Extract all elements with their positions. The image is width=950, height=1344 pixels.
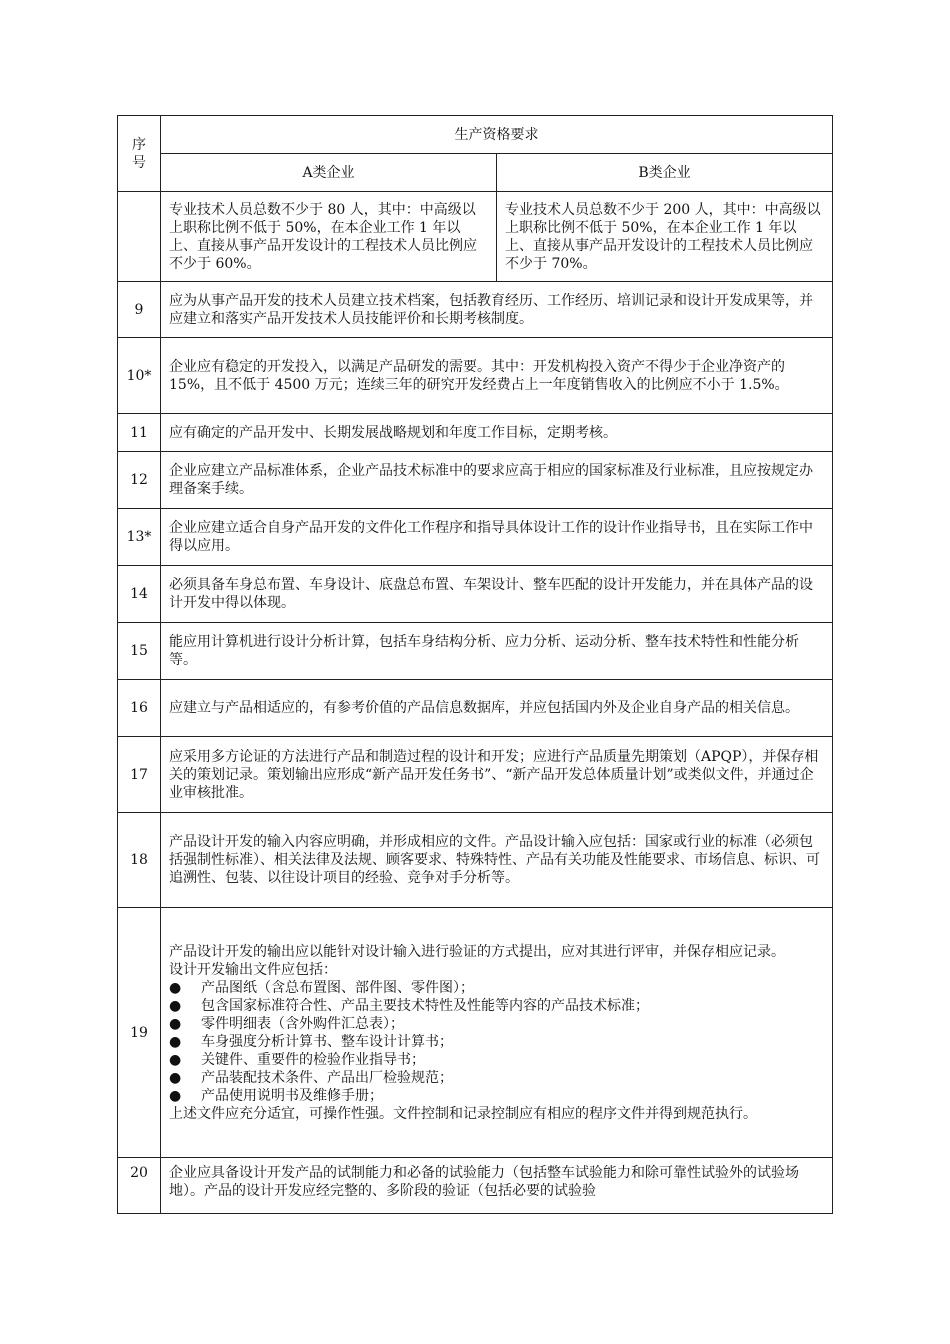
requirement-text: 应为从事产品开发的技术人员建立技术档案，包括教育经历、工作经历、培训记录和设计开发成果等，并应建立和落实产品开发技术人员技能评价和长期考核制度。 bbox=[161, 282, 833, 338]
class-a-requirement: 专业技术人员总数不少于 80 人，其中：中高级以上职称比例不低于 50%，在本企业工作 1 年以上、直接从事产品开发设计的工程技术人员比例应不少于 60%。 bbox=[161, 192, 497, 282]
table-row bbox=[118, 680, 833, 737]
seq-header: 序 号 bbox=[118, 116, 161, 192]
list-item bbox=[169, 1033, 824, 1051]
col-b-header: B类企业 bbox=[497, 154, 833, 192]
bullet-icon: ● bbox=[169, 1033, 182, 1050]
design-output-intro: 产品设计开发的输出应以能针对设计输入进行验证的方式提出，应对其进行评审，并保存相应记录。 bbox=[169, 943, 785, 960]
table-row bbox=[118, 414, 833, 452]
table-row bbox=[118, 566, 833, 623]
row-number bbox=[118, 192, 161, 282]
table-row bbox=[118, 1158, 833, 1214]
requirement-text: 企业应具备设计开发产品的试制能力和必备的试验能力（包括整车试验能力和除可靠性试验外的试验场地）。产品的设计开发应经完整的、多阶段的验证（包括必要的试验验 bbox=[161, 1158, 833, 1214]
list-item-text: 包含国家标准符合性、产品主要技术特性及性能等内容的产品技术标准； bbox=[201, 997, 649, 1014]
header-row bbox=[118, 116, 833, 154]
list-item-text: 车身强度分析计算书、整车设计计算书； bbox=[201, 1033, 453, 1050]
requirement-text: 企业应建立产品标准体系，企业产品技术标准中的要求应高于相应的国家标准及行业标准，且应按规定办理备案手续。 bbox=[161, 452, 833, 509]
bullet-icon: ● bbox=[169, 979, 182, 996]
table-row bbox=[118, 908, 833, 1158]
requirement-text: 企业应有稳定的开发投入，以满足产品研发的需要。其中：开发机构投入资产不得少于企业净资产的 15%，且不低于 4500 万元；连续三年的研究开发经费占上一年度销售收入的比例应不小于 1.5%。 bbox=[161, 338, 833, 414]
requirements-table bbox=[117, 115, 833, 1214]
list-item bbox=[169, 1069, 824, 1087]
table-row bbox=[118, 509, 833, 566]
requirement-text: 应有确定的产品开发中、长期发展战略规划和年度工作目标，定期考核。 bbox=[161, 414, 833, 452]
list-item bbox=[169, 1015, 824, 1033]
row-number: 13* bbox=[118, 509, 161, 566]
table-row bbox=[118, 452, 833, 509]
list-item-text: 产品装配技术条件、产品出厂检验规范； bbox=[201, 1069, 453, 1086]
row-number: 16 bbox=[118, 680, 161, 737]
table-row bbox=[118, 737, 833, 813]
requirements-title: 生产资格要求 bbox=[161, 116, 833, 154]
list-item bbox=[169, 1087, 824, 1105]
list-item-text: 零件明细表（含外购件汇总表）； bbox=[201, 1015, 404, 1032]
bullet-icon: ● bbox=[169, 1051, 182, 1068]
subheader-row bbox=[118, 154, 833, 192]
col-a-header: A类企业 bbox=[161, 154, 497, 192]
requirement-text: 产品设计开发的输入内容应明确，并形成相应的文件。产品设计输入应包括：国家或行业的标准（必须包括强制性标准）、相关法律及法规、顾客要求、特殊特性、产品有关功能及性能要求、市场信息、标识、可追溯性、包装、以往设计项目的经验、竞争对手分析等。 bbox=[161, 813, 833, 908]
requirement-text: 企业应建立适合自身产品开发的文件化工作程序和指导具体设计工作的设计作业指导书，且在实际工作中得以应用。 bbox=[161, 509, 833, 566]
list-item bbox=[169, 979, 824, 997]
requirement-text: 应采用多方论证的方法进行产品和制造过程的设计和开发；应进行产品质量先期策划（APQP），并保存相关的策划记录。策划输出应形成“新产品开发任务书”、“新产品开发总体质量计划”或类似文件，并通过企业审核批准。 bbox=[161, 737, 833, 813]
requirement-text: 应建立与产品相适应的，有参考价值的产品信息数据库，并应包括国内外及企业自身产品的相关信息。 bbox=[161, 680, 833, 737]
row-number: 14 bbox=[118, 566, 161, 623]
row-number: 18 bbox=[118, 813, 161, 908]
design-output-list-title: 设计开发输出文件应包括： bbox=[169, 961, 337, 978]
design-output-cell bbox=[161, 908, 833, 1158]
row-number: 10* bbox=[118, 338, 161, 414]
row-number: 17 bbox=[118, 737, 161, 813]
list-item bbox=[169, 1051, 824, 1069]
requirement-text: 必须具备车身总布置、车身设计、底盘总布置、车架设计、整车匹配的设计开发能力，并在具体产品的设计开发中得以体现。 bbox=[161, 566, 833, 623]
row-number: 9 bbox=[118, 282, 161, 338]
list-item bbox=[169, 997, 824, 1015]
table-row bbox=[118, 192, 833, 282]
design-output-outro: 上述文件应充分适宜，可操作性强。文件控制和记录控制应有相应的程序文件并得到规范执行。 bbox=[169, 1105, 757, 1122]
row-number: 12 bbox=[118, 452, 161, 509]
table-row bbox=[118, 338, 833, 414]
bullet-icon: ● bbox=[169, 1015, 182, 1032]
bullet-icon: ● bbox=[169, 997, 182, 1014]
row-number: 20 bbox=[118, 1158, 161, 1214]
class-b-requirement: 专业技术人员总数不少于 200 人，其中：中高级以上职称比例不低于 50%，在本企业工作 1 年以上、直接从事产品开发设计的工程技术人员比例应不少于 70%。 bbox=[497, 192, 833, 282]
list-item-text: 产品图纸（含总布置图、部件图、零件图）； bbox=[201, 979, 474, 996]
row-number: 19 bbox=[118, 908, 161, 1158]
bullet-icon: ● bbox=[169, 1069, 182, 1086]
list-item-text: 关键件、重要件的检验作业指导书； bbox=[201, 1051, 425, 1068]
table-row bbox=[118, 813, 833, 908]
table-row bbox=[118, 282, 833, 338]
requirement-text: 能应用计算机进行设计分析计算，包括车身结构分析、应力分析、运动分析、整车技术特性和性能分析等。 bbox=[161, 623, 833, 680]
list-item-text: 产品使用说明书及维修手册； bbox=[201, 1087, 383, 1104]
row-number: 15 bbox=[118, 623, 161, 680]
bullet-icon: ● bbox=[169, 1087, 182, 1104]
row-number: 11 bbox=[118, 414, 161, 452]
table-row bbox=[118, 623, 833, 680]
